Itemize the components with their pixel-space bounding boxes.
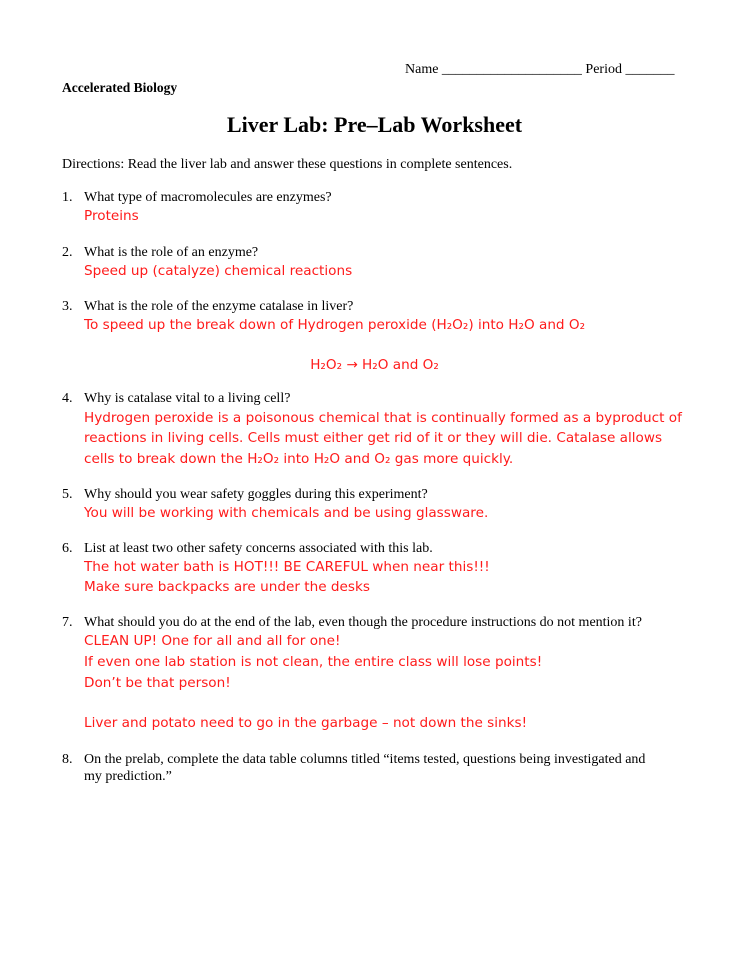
answer-5: You will be working with chemicals and be using glassware. bbox=[84, 505, 489, 521]
answer-4-line-2: reactions in living cells. Cells must either get rid of it or they will die. Catalase allows bbox=[84, 430, 663, 446]
answer-6-line-1: The hot water bath is HOT!!! BE CAREFUL when near this!!! bbox=[84, 559, 490, 575]
question-1 bbox=[62, 190, 332, 206]
question-text: What type of macromolecules are enzymes? bbox=[84, 190, 332, 205]
answer-7-line-1: CLEAN UP! One for all and all for one! bbox=[84, 633, 341, 649]
question-number: 3. bbox=[62, 299, 73, 314]
catalase-equation: H₂O₂ → H₂O and O₂ bbox=[310, 357, 439, 373]
question-number: 6. bbox=[62, 541, 73, 556]
question-5 bbox=[62, 487, 428, 503]
question-text: What is the role of an enzyme? bbox=[84, 245, 259, 260]
answer-4-line-1: Hydrogen peroxide is a poisonous chemical that is continually formed as a byproduct of bbox=[84, 410, 682, 426]
answer-2: Speed up (catalyze) chemical reactions bbox=[84, 263, 353, 279]
answer-3: To speed up the break down of Hydrogen peroxide (H₂O₂) into H₂O and O₂ bbox=[84, 317, 586, 333]
answer-7-line-2: If even one lab station is not clean, the entire class will lose points! bbox=[84, 654, 543, 670]
course-name: Accelerated Biology bbox=[62, 80, 178, 95]
question-2 bbox=[62, 245, 258, 261]
question-number: 7. bbox=[62, 615, 73, 630]
question-text: List at least two other safety concerns associated with this lab. bbox=[84, 541, 433, 556]
question-number: 5. bbox=[62, 487, 73, 502]
answer-6-line-2: Make sure backpacks are under the desks bbox=[84, 579, 370, 595]
answer-1: Proteins bbox=[84, 208, 139, 224]
question-4 bbox=[62, 391, 290, 407]
answer-7-note: Liver and potato need to go in the garbage – not down the sinks! bbox=[84, 715, 528, 731]
question-number: 8. bbox=[62, 752, 73, 767]
question-text: Why should you wear safety goggles during this experiment? bbox=[84, 487, 428, 502]
answer-4-line-3: cells to break down the H₂O₂ into H₂O and O₂ gas more quickly. bbox=[84, 451, 514, 467]
question-8-continued: my prediction.” bbox=[84, 769, 172, 784]
question-number: 4. bbox=[62, 391, 73, 406]
directions: Directions: Read the liver lab and answer these questions in complete sentences. bbox=[62, 157, 513, 172]
question-text: On the prelab, complete the data table columns titled “items tested, questions being investigated and bbox=[84, 752, 646, 767]
question-6 bbox=[62, 541, 433, 557]
question-text: What is the role of the enzyme catalase in liver? bbox=[84, 299, 354, 314]
question-8 bbox=[62, 752, 645, 768]
question-text: Why is catalase vital to a living cell? bbox=[84, 391, 291, 406]
question-text: What should you do at the end of the lab, even though the procedure instructions do not mention it? bbox=[84, 615, 642, 630]
name-period-line: Name ____________________ Period _______ bbox=[405, 62, 675, 77]
answer-7-line-3: Don’t be that person! bbox=[84, 675, 231, 691]
question-7 bbox=[62, 615, 642, 631]
page-title: Liver Lab: Pre–Lab Worksheet bbox=[226, 112, 523, 137]
question-number: 2. bbox=[62, 245, 73, 260]
question-number: 1. bbox=[62, 190, 73, 205]
question-3 bbox=[62, 299, 353, 315]
